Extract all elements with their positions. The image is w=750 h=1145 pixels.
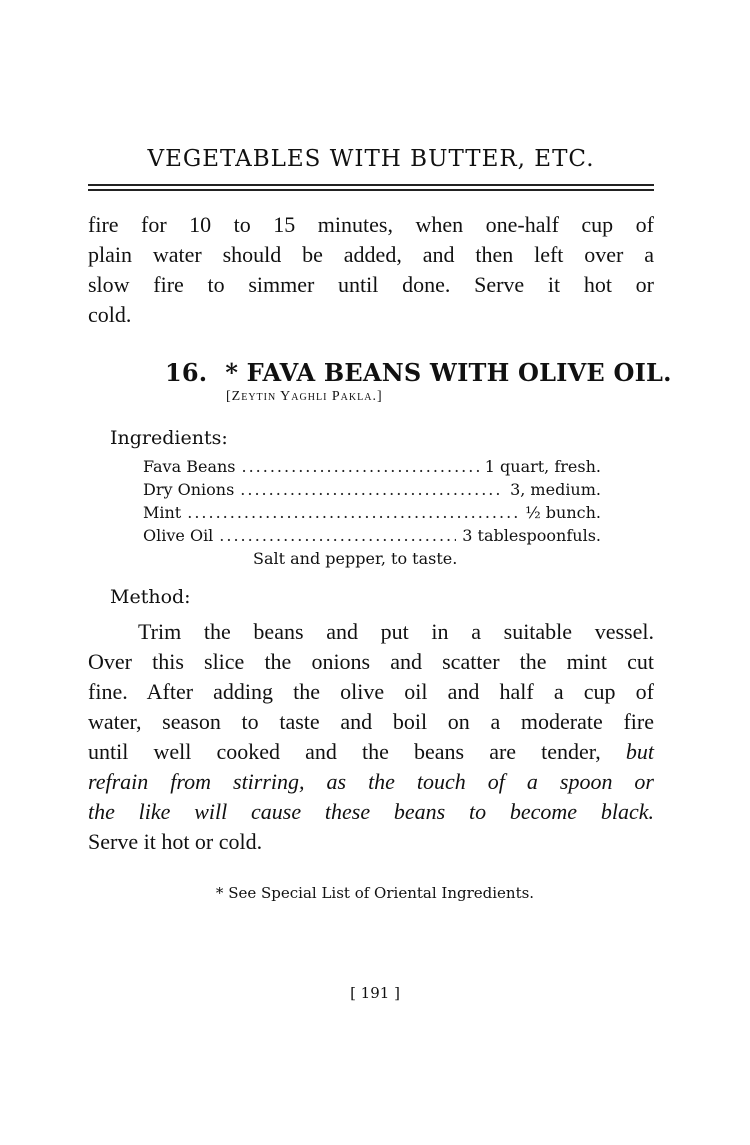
seasoning-note: Salt and pepper, to taste. xyxy=(253,549,458,568)
intro-line: plain water should be added, and then left over a xyxy=(88,242,654,267)
running-head: VEGETABLES WITH BUTTER, ETC. xyxy=(147,146,595,172)
footnote: * See Special List of Oriental Ingredients. xyxy=(215,884,535,902)
page-number: [ 191 ] xyxy=(350,984,400,1002)
ingredient-row xyxy=(143,457,601,480)
intro-line: slow fire to simmer until done. Serve it hot or xyxy=(88,272,654,297)
method-emphasis: refrain from stirring, as the touch of a spoon or xyxy=(88,769,654,794)
leader-dots xyxy=(242,457,479,476)
method-line xyxy=(88,767,654,797)
header-rule-top xyxy=(88,184,654,186)
method-emphasis: but xyxy=(625,739,654,764)
leader-dots xyxy=(219,526,456,545)
method-line: fine. After adding the olive oil and half a cup of xyxy=(88,679,654,704)
intro-line: cold. xyxy=(88,302,132,327)
method-line xyxy=(88,737,654,767)
ingredient-quantity: 3 tablespoonfuls. xyxy=(462,526,601,545)
method-emphasis: the like will cause these beans to become black. xyxy=(88,799,654,824)
method-line: Serve it hot or cold. xyxy=(88,829,263,854)
ingredient-name: Olive Oil xyxy=(143,526,214,545)
ingredient-name: Mint xyxy=(143,503,182,522)
recipe-name: * FAVA BEANS WITH OLIVE OIL. xyxy=(225,358,672,387)
leader-dots xyxy=(240,480,504,499)
method-heading: Method: xyxy=(110,586,191,608)
ingredient-quantity: 1 quart, fresh. xyxy=(484,457,601,476)
method-text: until well cooked and the beans are tender, xyxy=(88,739,626,764)
method-paragraph xyxy=(88,617,654,857)
recipe-number: 16. xyxy=(165,358,208,387)
recipe-subtitle: [Zeytin Yaghli Pakla.] xyxy=(226,389,383,404)
method-line: water, season to taste and boil on a moderate fire xyxy=(88,709,654,734)
ingredient-quantity: ½ bunch. xyxy=(525,503,601,522)
method-line xyxy=(88,797,654,827)
ingredient-quantity: 3, medium. xyxy=(510,480,601,499)
method-line: Over this slice the onions and scatter the mint cut xyxy=(88,649,654,674)
ingredient-row xyxy=(143,503,601,526)
ingredient-row xyxy=(143,526,601,549)
ingredients-heading: Ingredients: xyxy=(110,427,228,449)
leader-dots xyxy=(187,503,519,522)
method-line: Trim the beans and put in a suitable vessel. xyxy=(138,619,654,644)
recipe-title xyxy=(165,358,672,387)
intro-line: fire for 10 to 15 minutes, when one-half cup of xyxy=(88,212,654,237)
ingredient-row xyxy=(143,480,601,503)
header-rule-bottom xyxy=(88,189,654,191)
ingredients-list xyxy=(143,457,601,549)
ingredient-name: Dry Onions xyxy=(143,480,235,499)
intro-paragraph xyxy=(88,210,654,330)
ingredient-name: Fava Beans xyxy=(143,457,236,476)
